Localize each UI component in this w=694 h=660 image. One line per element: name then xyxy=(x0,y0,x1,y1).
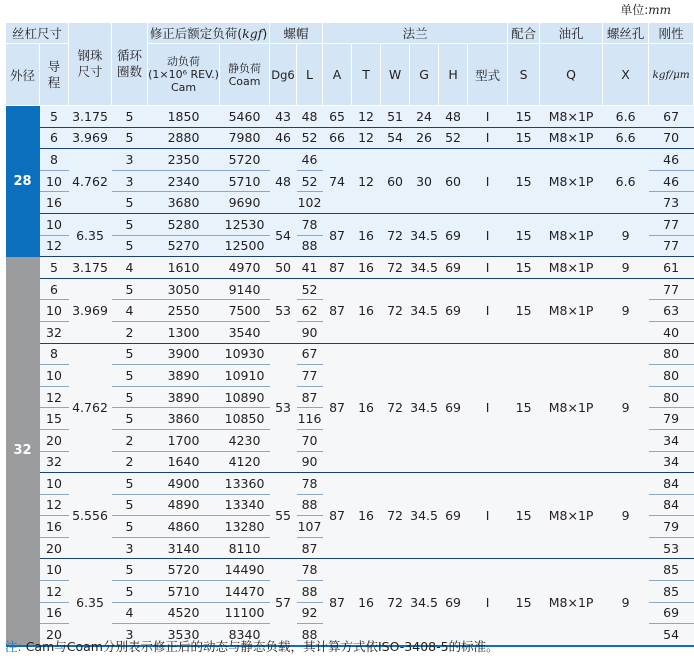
circuits-cell: 5 xyxy=(112,581,148,603)
header-a: A xyxy=(323,44,352,106)
static-load-cell: 9690 xyxy=(220,192,270,214)
flange-h-cell: 52 xyxy=(439,127,468,149)
header-q: Q xyxy=(540,44,603,106)
nut-dg6-cell: 54 xyxy=(270,213,297,256)
header-lead: 导程 xyxy=(40,44,69,106)
circuits-cell: 5 xyxy=(112,278,148,300)
circuits-cell: 5 xyxy=(112,473,148,495)
ball-size-cell: 3.969 xyxy=(69,127,112,149)
outer-diameter-cell: 28 xyxy=(6,106,40,257)
dynamic-load-cell: 2340 xyxy=(148,170,220,192)
header-rigidity: 刚性 xyxy=(649,23,694,44)
static-load-cell: 8340 xyxy=(220,624,270,646)
nut-length-cell: 102 xyxy=(297,192,323,214)
flange-t-cell: 16 xyxy=(352,343,381,473)
circuits-cell: 2 xyxy=(112,429,148,451)
circuits-cell: 3 xyxy=(112,170,148,192)
ball-size-cell: 6.35 xyxy=(69,559,112,646)
fit-s-cell: 15 xyxy=(508,127,540,149)
dynamic-load-cell: 3890 xyxy=(148,386,220,408)
outer-diameter-cell: 32 xyxy=(6,257,40,646)
circuits-cell: 5 xyxy=(112,106,148,128)
flange-w-cell: 60 xyxy=(381,149,410,214)
flange-w-cell: 72 xyxy=(381,343,410,473)
circuits-cell: 5 xyxy=(112,516,148,538)
flange-t-cell: 16 xyxy=(352,278,381,343)
flange-a-cell: 87 xyxy=(323,473,352,559)
rigidity-cell: 46 xyxy=(649,170,694,192)
nut-dg6-cell: 55 xyxy=(270,473,297,559)
table-row xyxy=(6,559,694,581)
nut-length-cell: 88 xyxy=(297,581,323,603)
flange-g-cell: 34.5 xyxy=(410,559,439,646)
static-load-cell: 10850 xyxy=(220,408,270,430)
dynamic-load-cell: 3900 xyxy=(148,343,220,365)
nut-length-cell: 92 xyxy=(297,602,323,624)
rigidity-cell: 40 xyxy=(649,321,694,343)
circuits-cell: 4 xyxy=(112,300,148,322)
flange-w-cell: 72 xyxy=(381,278,410,343)
flange-g-cell: 24 xyxy=(410,106,439,128)
flange-w-cell: 72 xyxy=(381,213,410,256)
circuits-cell: 3 xyxy=(112,149,148,171)
circuits-cell: 3 xyxy=(112,624,148,646)
static-load-cell: 3540 xyxy=(220,321,270,343)
rigidity-cell: 34 xyxy=(649,429,694,451)
rigidity-cell: 80 xyxy=(649,365,694,387)
circuits-cell: 3 xyxy=(112,537,148,559)
dynamic-load-cell: 5720 xyxy=(148,559,220,581)
ball-size-cell: 4.762 xyxy=(69,343,112,473)
dynamic-load-cell: 1300 xyxy=(148,321,220,343)
static-load-cell: 11100 xyxy=(220,602,270,624)
fit-s-cell: 15 xyxy=(508,278,540,343)
oil-hole-cell: M8×1P xyxy=(540,559,603,646)
static-load-cell: 5710 xyxy=(220,170,270,192)
oil-hole-cell: M8×1P xyxy=(540,149,603,214)
rigidity-cell: 61 xyxy=(649,257,694,279)
circuits-cell: 5 xyxy=(112,213,148,235)
lead-cell: 10 xyxy=(40,170,69,192)
circuits-cell: 4 xyxy=(112,257,148,279)
bolt-hole-cell: 9 xyxy=(603,343,649,473)
nut-length-cell: 78 xyxy=(297,213,323,235)
dynamic-load-cell: 1640 xyxy=(148,451,220,473)
nut-length-cell: 46 xyxy=(297,149,323,171)
fit-s-cell: 15 xyxy=(508,559,540,646)
lead-cell: 20 xyxy=(40,537,69,559)
lead-cell: 16 xyxy=(40,516,69,538)
dynamic-load-cell: 3890 xyxy=(148,365,220,387)
header-x: X xyxy=(603,44,649,106)
dynamic-load-cell: 2350 xyxy=(148,149,220,171)
type-cell: I xyxy=(468,473,508,559)
nut-length-cell: 52 xyxy=(297,278,323,300)
fit-s-cell: 15 xyxy=(508,213,540,256)
nut-length-cell: 77 xyxy=(297,365,323,387)
flange-t-cell: 16 xyxy=(352,213,381,256)
rigidity-cell: 54 xyxy=(649,624,694,646)
header-s: S xyxy=(508,44,540,106)
bolt-hole-cell: 9 xyxy=(603,213,649,256)
dynamic-load-cell: 1850 xyxy=(148,106,220,128)
ball-size-cell: 3.175 xyxy=(69,106,112,128)
table-body xyxy=(6,106,694,646)
footnote: 注: Cam与Coam分别表示修正后的动态与静态负载，其计算方式依ISO-3408-5的标准。 xyxy=(5,639,499,654)
dynamic-load-cell: 1610 xyxy=(148,257,220,279)
table-row xyxy=(6,106,694,128)
dynamic-load-cell: 1700 xyxy=(148,429,220,451)
static-load-cell: 5460 xyxy=(220,106,270,128)
header-oil-hole: 油孔 xyxy=(540,23,603,44)
nut-dg6-cell: 43 xyxy=(270,106,297,128)
bolt-hole-cell: 9 xyxy=(603,257,649,279)
static-load-cell: 10890 xyxy=(220,386,270,408)
header-flange: 法兰 xyxy=(323,23,508,44)
header-od: 外径 xyxy=(6,44,40,106)
static-load-cell: 8110 xyxy=(220,537,270,559)
lead-cell: 32 xyxy=(40,321,69,343)
static-load-cell: 4230 xyxy=(220,429,270,451)
lead-cell: 20 xyxy=(40,624,69,646)
header-nut: 螺帽 xyxy=(270,23,323,44)
lead-cell: 12 xyxy=(40,494,69,516)
oil-hole-cell: M8×1P xyxy=(540,473,603,559)
dynamic-load-cell: 5280 xyxy=(148,213,220,235)
flange-h-cell: 48 xyxy=(439,106,468,128)
circuits-cell: 4 xyxy=(112,602,148,624)
bolt-hole-cell: 6.6 xyxy=(603,106,649,128)
table-row xyxy=(6,343,694,365)
flange-g-cell: 34.5 xyxy=(410,278,439,343)
rigidity-cell: 79 xyxy=(649,408,694,430)
flange-w-cell: 72 xyxy=(381,473,410,559)
dynamic-load-cell: 3530 xyxy=(148,624,220,646)
static-load-cell: 5720 xyxy=(220,149,270,171)
rigidity-cell: 77 xyxy=(649,278,694,300)
type-cell: I xyxy=(468,106,508,128)
rigidity-cell: 34 xyxy=(649,451,694,473)
dynamic-load-cell: 5270 xyxy=(148,235,220,257)
table-row xyxy=(6,127,694,149)
header-t: T xyxy=(352,44,381,106)
type-cell: I xyxy=(468,127,508,149)
nut-length-cell: 87 xyxy=(297,537,323,559)
table-row xyxy=(6,149,694,171)
header-static-load: 静负荷 Coam xyxy=(220,44,270,106)
flange-a-cell: 65 xyxy=(323,106,352,128)
circuits-cell: 5 xyxy=(112,235,148,257)
static-load-cell: 13280 xyxy=(220,516,270,538)
circuits-cell: 5 xyxy=(112,408,148,430)
rigidity-cell: 70 xyxy=(649,127,694,149)
flange-t-cell: 12 xyxy=(352,127,381,149)
lead-cell: 8 xyxy=(40,343,69,365)
flange-a-cell: 87 xyxy=(323,343,352,473)
oil-hole-cell: M8×1P xyxy=(540,106,603,128)
static-load-cell: 10930 xyxy=(220,343,270,365)
flange-w-cell: 51 xyxy=(381,106,410,128)
dynamic-load-cell: 3680 xyxy=(148,192,220,214)
dynamic-load-cell: 4890 xyxy=(148,494,220,516)
bolt-hole-cell: 9 xyxy=(603,473,649,559)
nut-length-cell: 116 xyxy=(297,408,323,430)
flange-g-cell: 34.5 xyxy=(410,343,439,473)
lead-cell: 10 xyxy=(40,365,69,387)
nut-length-cell: 70 xyxy=(297,429,323,451)
bolt-hole-cell: 9 xyxy=(603,278,649,343)
flange-h-cell: 69 xyxy=(439,278,468,343)
lead-cell: 6 xyxy=(40,278,69,300)
rigidity-cell: 73 xyxy=(649,192,694,214)
flange-g-cell: 34.5 xyxy=(410,257,439,279)
lead-cell: 5 xyxy=(40,257,69,279)
oil-hole-cell: M8×1P xyxy=(540,257,603,279)
dynamic-load-cell: 4900 xyxy=(148,473,220,495)
flange-w-cell: 72 xyxy=(381,257,410,279)
flange-t-cell: 16 xyxy=(352,473,381,559)
nut-length-cell: 78 xyxy=(297,473,323,495)
circuits-cell: 2 xyxy=(112,321,148,343)
nut-length-cell: 48 xyxy=(297,106,323,128)
header-bolt-hole: 螺丝孔 xyxy=(603,23,649,44)
flange-g-cell: 30 xyxy=(410,149,439,214)
rigidity-cell: 85 xyxy=(649,559,694,581)
type-cell: I xyxy=(468,257,508,279)
lead-cell: 5 xyxy=(40,106,69,128)
rigidity-cell: 63 xyxy=(649,300,694,322)
static-load-cell: 7500 xyxy=(220,300,270,322)
header-l: L xyxy=(297,44,323,106)
rigidity-cell: 84 xyxy=(649,494,694,516)
circuits-cell: 5 xyxy=(112,365,148,387)
nut-length-cell: 78 xyxy=(297,559,323,581)
lead-cell: 6 xyxy=(40,127,69,149)
lead-cell: 15 xyxy=(40,408,69,430)
flange-t-cell: 16 xyxy=(352,559,381,646)
static-load-cell: 13340 xyxy=(220,494,270,516)
nut-dg6-cell: 53 xyxy=(270,343,297,473)
lead-cell: 10 xyxy=(40,473,69,495)
unit-label: 单位:mm xyxy=(620,3,671,17)
oil-hole-cell: M8×1P xyxy=(540,278,603,343)
flange-h-cell: 69 xyxy=(439,559,468,646)
flange-h-cell: 69 xyxy=(439,473,468,559)
lead-cell: 12 xyxy=(40,235,69,257)
flange-w-cell: 54 xyxy=(381,127,410,149)
static-load-cell: 9140 xyxy=(220,278,270,300)
nut-length-cell: 62 xyxy=(297,300,323,322)
table-row xyxy=(6,213,694,235)
static-load-cell: 14490 xyxy=(220,559,270,581)
nut-dg6-cell: 50 xyxy=(270,257,297,279)
fit-s-cell: 15 xyxy=(508,473,540,559)
fit-s-cell: 15 xyxy=(508,106,540,128)
static-load-cell: 12500 xyxy=(220,235,270,257)
nut-dg6-cell: 48 xyxy=(270,149,297,214)
circuits-cell: 5 xyxy=(112,192,148,214)
flange-t-cell: 12 xyxy=(352,149,381,214)
ball-size-cell: 6.35 xyxy=(69,213,112,256)
flange-h-cell: 69 xyxy=(439,257,468,279)
header-load: 修正后额定负荷(kgf) xyxy=(148,23,270,44)
static-load-cell: 14470 xyxy=(220,581,270,603)
flange-a-cell: 74 xyxy=(323,149,352,214)
lead-cell: 8 xyxy=(40,149,69,171)
type-cell: I xyxy=(468,343,508,473)
table-row xyxy=(6,257,694,279)
circuits-cell: 5 xyxy=(112,343,148,365)
circuits-cell: 2 xyxy=(112,451,148,473)
dynamic-load-cell: 4860 xyxy=(148,516,220,538)
flange-h-cell: 69 xyxy=(439,213,468,256)
rigidity-cell: 67 xyxy=(649,106,694,128)
dynamic-load-cell: 3860 xyxy=(148,408,220,430)
flange-g-cell: 34.5 xyxy=(410,213,439,256)
fit-s-cell: 15 xyxy=(508,257,540,279)
flange-h-cell: 60 xyxy=(439,149,468,214)
flange-t-cell: 12 xyxy=(352,106,381,128)
dynamic-load-cell: 5710 xyxy=(148,581,220,603)
type-cell: I xyxy=(468,149,508,214)
rigidity-cell: 77 xyxy=(649,213,694,235)
static-load-cell: 12530 xyxy=(220,213,270,235)
dynamic-load-cell: 2550 xyxy=(148,300,220,322)
nut-length-cell: 88 xyxy=(297,624,323,646)
lead-cell: 12 xyxy=(40,386,69,408)
rigidity-cell: 80 xyxy=(649,343,694,365)
flange-a-cell: 87 xyxy=(323,559,352,646)
static-load-cell: 4970 xyxy=(220,257,270,279)
rigidity-cell: 69 xyxy=(649,602,694,624)
ball-size-cell: 3.969 xyxy=(69,278,112,343)
lead-cell: 16 xyxy=(40,602,69,624)
static-load-cell: 4120 xyxy=(220,451,270,473)
nut-length-cell: 90 xyxy=(297,321,323,343)
header-type: 型式 xyxy=(468,44,508,106)
lead-cell: 16 xyxy=(40,192,69,214)
flange-a-cell: 87 xyxy=(323,257,352,279)
header-dynamic-load: 动负荷 (1×10⁶ REV.) Cam xyxy=(148,44,220,106)
type-cell: I xyxy=(468,278,508,343)
fit-s-cell: 15 xyxy=(508,149,540,214)
header-fit: 配合 xyxy=(508,23,540,44)
rigidity-cell: 79 xyxy=(649,516,694,538)
rigidity-cell: 84 xyxy=(649,473,694,495)
oil-hole-cell: M8×1P xyxy=(540,213,603,256)
lead-cell: 10 xyxy=(40,213,69,235)
flange-t-cell: 16 xyxy=(352,257,381,279)
lead-cell: 12 xyxy=(40,581,69,603)
circuits-cell: 5 xyxy=(112,127,148,149)
flange-a-cell: 87 xyxy=(323,213,352,256)
bolt-hole-cell: 6.6 xyxy=(603,149,649,214)
header-rigidity-unit: kgf/μm xyxy=(649,44,694,106)
lead-cell: 20 xyxy=(40,429,69,451)
nut-length-cell: 87 xyxy=(297,386,323,408)
rigidity-cell: 77 xyxy=(649,235,694,257)
nut-length-cell: 52 xyxy=(297,127,323,149)
header-ball-size: 钢珠尺寸 xyxy=(69,23,112,106)
flange-g-cell: 26 xyxy=(410,127,439,149)
nut-length-cell: 90 xyxy=(297,451,323,473)
static-load-cell: 10910 xyxy=(220,365,270,387)
header-screw-size: 丝杠尺寸 xyxy=(6,23,69,44)
ballscrew-spec-table xyxy=(5,22,694,647)
dynamic-load-cell: 3050 xyxy=(148,278,220,300)
rigidity-cell: 53 xyxy=(649,537,694,559)
lead-cell: 32 xyxy=(40,451,69,473)
nut-length-cell: 107 xyxy=(297,516,323,538)
flange-a-cell: 66 xyxy=(323,127,352,149)
header-dg6: Dg6 xyxy=(270,44,297,106)
oil-hole-cell: M8×1P xyxy=(540,343,603,473)
rigidity-cell: 80 xyxy=(649,386,694,408)
table-row xyxy=(6,473,694,495)
table-row xyxy=(6,278,694,300)
dynamic-load-cell: 3140 xyxy=(148,537,220,559)
header-h: H xyxy=(439,44,468,106)
lead-cell: 10 xyxy=(40,300,69,322)
nut-length-cell: 41 xyxy=(297,257,323,279)
nut-length-cell: 88 xyxy=(297,494,323,516)
fit-s-cell: 15 xyxy=(508,343,540,473)
nut-dg6-cell: 46 xyxy=(270,127,297,149)
static-load-cell: 13360 xyxy=(220,473,270,495)
circuits-cell: 5 xyxy=(112,386,148,408)
dynamic-load-cell: 4520 xyxy=(148,602,220,624)
circuits-cell: 5 xyxy=(112,559,148,581)
nut-length-cell: 52 xyxy=(297,170,323,192)
header-circuits: 循环圈数 xyxy=(112,23,148,106)
rigidity-cell: 85 xyxy=(649,581,694,603)
lead-cell: 10 xyxy=(40,559,69,581)
nut-dg6-cell: 53 xyxy=(270,278,297,343)
flange-g-cell: 34.5 xyxy=(410,473,439,559)
static-load-cell: 7980 xyxy=(220,127,270,149)
nut-length-cell: 88 xyxy=(297,235,323,257)
rigidity-cell: 46 xyxy=(649,149,694,171)
flange-a-cell: 87 xyxy=(323,278,352,343)
header-w: W xyxy=(381,44,410,106)
oil-hole-cell: M8×1P xyxy=(540,127,603,149)
ball-size-cell: 5.556 xyxy=(69,473,112,559)
bolt-hole-cell: 6.6 xyxy=(603,127,649,149)
bolt-hole-cell: 9 xyxy=(603,559,649,646)
flange-w-cell: 72 xyxy=(381,559,410,646)
flange-h-cell: 69 xyxy=(439,343,468,473)
header-g: G xyxy=(410,44,439,106)
nut-dg6-cell: 57 xyxy=(270,559,297,646)
circuits-cell: 5 xyxy=(112,494,148,516)
dynamic-load-cell: 2880 xyxy=(148,127,220,149)
ball-size-cell: 3.175 xyxy=(69,257,112,279)
ball-size-cell: 4.762 xyxy=(69,149,112,214)
nut-length-cell: 67 xyxy=(297,343,323,365)
type-cell: I xyxy=(468,213,508,256)
type-cell: I xyxy=(468,559,508,646)
